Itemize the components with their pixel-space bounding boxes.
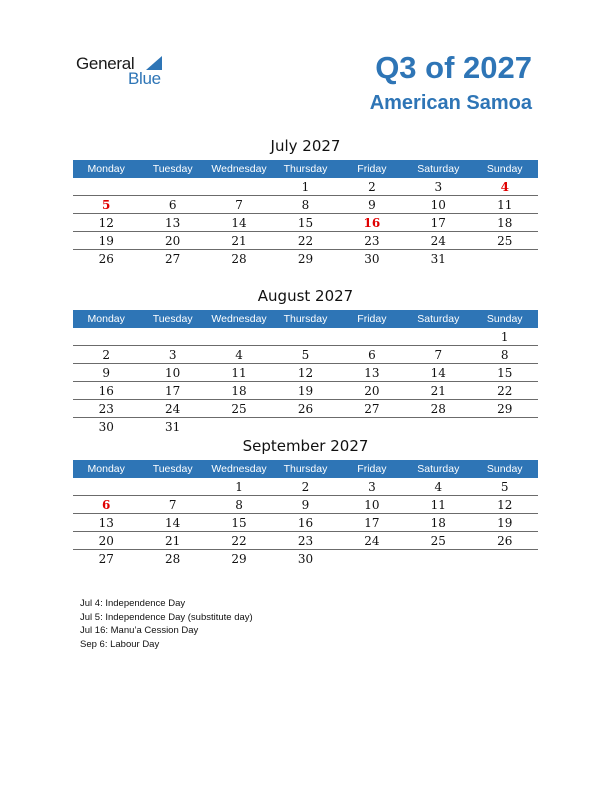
- logo: [76, 54, 176, 88]
- week-row: [73, 400, 538, 418]
- day-cell: 11: [430, 497, 446, 512]
- weekday-label: Friday: [357, 463, 387, 475]
- day-cell: 7: [168, 497, 177, 512]
- weekday-label: Wednesday: [211, 313, 267, 325]
- day-cell: 4: [500, 179, 509, 194]
- week-row: [73, 250, 538, 267]
- day-cell: 25: [231, 401, 247, 416]
- weekday-label: Thursday: [283, 313, 328, 325]
- week-row: [73, 346, 538, 364]
- weekday-label: Friday: [357, 313, 387, 325]
- day-cell: 30: [297, 551, 314, 566]
- day-cell: 27: [98, 551, 114, 566]
- day-cell: 17: [364, 515, 380, 530]
- week-row: [73, 214, 538, 232]
- day-cell: 14: [164, 515, 181, 530]
- weekday-label: Saturday: [417, 163, 460, 175]
- month-name: July 2027: [270, 137, 341, 155]
- week-row: [73, 496, 538, 514]
- day-cell: 21: [231, 233, 247, 248]
- logo-blue-text: Blue: [128, 69, 161, 88]
- weekday-label: Wednesday: [211, 163, 267, 175]
- day-cell: 5: [500, 479, 509, 494]
- day-cell: 4: [434, 479, 443, 494]
- weekday-label: Wednesday: [211, 463, 267, 475]
- day-cell: 17: [164, 383, 181, 398]
- day-cell: 28: [231, 251, 247, 266]
- day-cell: 9: [102, 365, 111, 380]
- day-cell: 3: [168, 347, 177, 362]
- day-cell: 19: [497, 515, 513, 530]
- day-cell: 25: [430, 533, 446, 548]
- day-cell: 2: [368, 179, 376, 194]
- day-cell: 22: [497, 383, 513, 398]
- day-cell: 21: [430, 383, 446, 398]
- week-row: [73, 478, 538, 496]
- day-cell: 30: [98, 419, 114, 434]
- day-cell: 1: [235, 479, 243, 494]
- week-row: [73, 364, 538, 382]
- day-cell: 27: [364, 401, 380, 416]
- day-cell: 5: [301, 347, 310, 362]
- week-row: [73, 550, 538, 567]
- day-cell: 18: [231, 383, 247, 398]
- day-cell: 9: [301, 497, 310, 512]
- day-cell: 28: [164, 551, 181, 566]
- day-cell: 7: [235, 197, 243, 212]
- week-row: [73, 196, 538, 214]
- week-row: [73, 514, 538, 532]
- day-cell: 3: [368, 479, 376, 494]
- weekday-header: [73, 460, 538, 478]
- day-cell: 7: [434, 347, 443, 362]
- day-cell: 11: [231, 365, 247, 380]
- day-cell: 30: [364, 251, 380, 266]
- day-cell: 26: [98, 251, 114, 266]
- day-cell: 14: [231, 215, 247, 230]
- weekday-header: [73, 160, 538, 178]
- weekday-label: Saturday: [417, 313, 460, 325]
- day-cell: 29: [231, 551, 247, 566]
- weekday-label: Sunday: [486, 163, 523, 175]
- day-cell: 9: [368, 197, 376, 212]
- day-cell: 6: [102, 497, 111, 512]
- weekday-label: Monday: [87, 463, 125, 475]
- day-cell: 6: [368, 347, 376, 362]
- logo-general-text: General: [76, 54, 135, 73]
- weekday-label: Sunday: [486, 313, 523, 325]
- day-cell: 31: [164, 419, 181, 434]
- day-cell: 26: [297, 401, 314, 416]
- day-cell: 31: [430, 251, 446, 266]
- holiday-list: [80, 597, 253, 651]
- day-cell: 16: [98, 383, 114, 398]
- day-cell: 19: [98, 233, 114, 248]
- day-cell: 8: [301, 197, 310, 212]
- day-cell: 15: [297, 215, 314, 230]
- weekday-label: Monday: [87, 313, 125, 325]
- weekday-label: Tuesday: [152, 163, 193, 175]
- month-calendar-september: [73, 435, 538, 567]
- day-cell: 17: [430, 215, 446, 230]
- day-cell: 23: [364, 233, 380, 248]
- day-cell: 20: [98, 533, 114, 548]
- day-cell: 3: [434, 179, 443, 194]
- day-cell: 4: [235, 347, 243, 362]
- holiday-item: Jul 5: Independence Day (substitute day): [80, 611, 253, 623]
- weekday-label: Sunday: [486, 463, 523, 475]
- day-cell: 15: [231, 515, 247, 530]
- weekday-label: Monday: [87, 163, 125, 175]
- day-cell: 29: [497, 401, 513, 416]
- holiday-item: Jul 16: Manu’a Cession Day: [80, 625, 199, 636]
- week-row: [73, 418, 538, 435]
- month-name: September 2027: [242, 437, 369, 455]
- logo-triangle-icon: [146, 56, 162, 70]
- holiday-item: Sep 6: Labour Day: [80, 638, 160, 650]
- week-row: [73, 328, 538, 346]
- day-cell: 14: [430, 365, 446, 380]
- day-cell: 8: [235, 497, 243, 512]
- weekday-label: Thursday: [283, 463, 328, 475]
- page-title: Q3 of 2027: [375, 50, 532, 85]
- day-cell: 23: [98, 401, 114, 416]
- day-cell: 26: [497, 533, 513, 548]
- day-cell: 27: [164, 251, 181, 266]
- weekday-label: Tuesday: [152, 313, 193, 325]
- week-row: [73, 178, 538, 196]
- day-cell: 22: [231, 533, 247, 548]
- day-cell: 5: [102, 197, 111, 212]
- day-cell: 6: [168, 197, 177, 212]
- day-cell: 13: [364, 365, 380, 380]
- weekday-label: Saturday: [417, 463, 460, 475]
- day-cell: 1: [301, 179, 310, 194]
- day-cell: 11: [497, 197, 513, 212]
- day-cell: 8: [500, 347, 509, 362]
- day-cell: 12: [497, 497, 513, 512]
- day-cell: 10: [364, 497, 380, 512]
- day-cell: 2: [102, 347, 111, 362]
- day-cell: 28: [430, 401, 446, 416]
- weekday-header: [73, 310, 538, 328]
- weekday-label: Thursday: [283, 163, 328, 175]
- day-cell: 18: [497, 215, 513, 230]
- month-name: August 2027: [257, 287, 354, 305]
- day-cell: 12: [98, 215, 114, 230]
- day-cell: 24: [430, 233, 446, 248]
- week-row: [73, 382, 538, 400]
- weekday-label: Tuesday: [152, 463, 193, 475]
- month-calendar-july: [73, 135, 538, 267]
- day-cell: 1: [500, 329, 509, 344]
- holiday-item: Jul 4: Independence Day: [80, 598, 186, 609]
- day-cell: 25: [497, 233, 513, 248]
- day-cell: 29: [297, 251, 314, 266]
- day-cell: 10: [164, 365, 181, 380]
- day-cell: 20: [364, 383, 380, 398]
- day-cell: 2: [301, 479, 310, 494]
- day-cell: 13: [164, 215, 181, 230]
- day-cell: 24: [164, 401, 181, 416]
- page-subtitle: American Samoa: [369, 92, 532, 114]
- week-row: [73, 232, 538, 250]
- day-cell: 15: [497, 365, 513, 380]
- day-cell: 16: [297, 515, 314, 530]
- day-cell: 18: [430, 515, 446, 530]
- day-cell: 20: [164, 233, 181, 248]
- day-cell: 22: [297, 233, 314, 248]
- day-cell: 16: [363, 215, 381, 230]
- week-row: [73, 532, 538, 550]
- day-cell: 19: [297, 383, 314, 398]
- month-calendar-august: [73, 285, 538, 435]
- day-cell: 10: [430, 197, 446, 212]
- day-cell: 21: [164, 533, 181, 548]
- day-cell: 23: [297, 533, 314, 548]
- day-cell: 24: [364, 533, 380, 548]
- weekday-label: Friday: [357, 163, 387, 175]
- day-cell: 13: [98, 515, 114, 530]
- day-cell: 12: [297, 365, 314, 380]
